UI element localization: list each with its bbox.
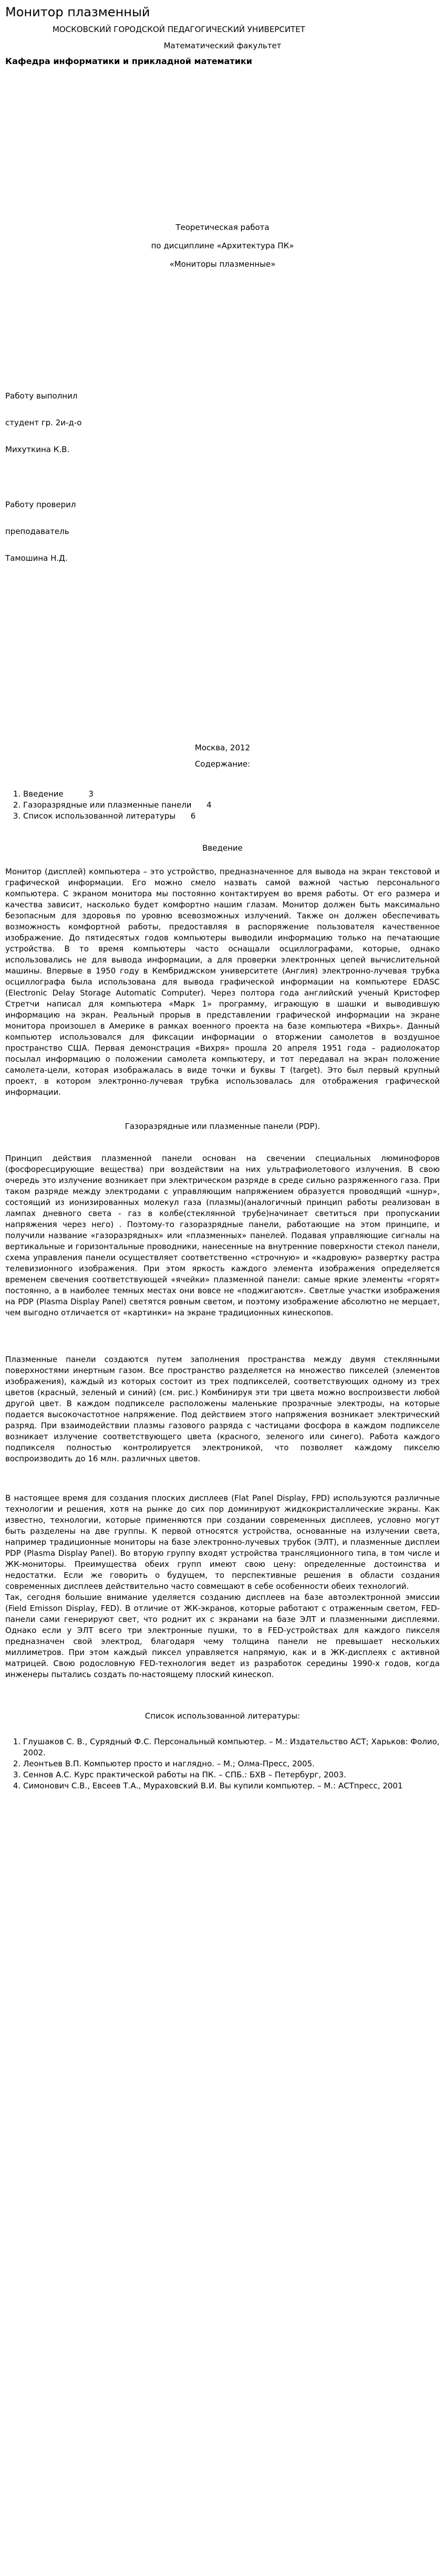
city-year-block [5, 742, 440, 770]
references-heading: Список использованной литературы: [144, 1711, 301, 1721]
toc-item: 3. Список использованной литературы 6 [23, 811, 440, 822]
reference-item: 4. Симонович С.В., Евсеев Т.А., Мураховский В.И. Вы купили компьютер. – М.: АСТпресс, 2001 [23, 1781, 440, 1792]
faculty-name: Математический факультет [163, 41, 282, 50]
references-list [5, 1736, 440, 1792]
spacer [5, 1464, 440, 1493]
reviewer-block [5, 499, 440, 564]
work-type: Теоретическая работа [175, 223, 270, 232]
plasma-paragraph-1: Принцип действия плазменной панели основан на свечении специальных люминофоров (фосфоресцирующие вещества) при воздействии на них ультрафиолетового излучения. В свою очередь это излучение возникает при электрическом разряде в среде сильно разряженного газа. При таком разряде между электродами с управляющим напряжением образуется проводящий «шнур», состоящий из ионизированных молекул газа (плазмы)(аналогичный принцип работы реализован в лампах дневного света - газ в колбе(стеклянной трубе)начинает светиться при пропускании напряжения через него) . Поэтому-то газоразрядные панели, работающие на этом принципе, и получили название «газоразрядных» или «плазменных» панелей. Подавая управляющие сигналы на вертикальные и горизонтальные проводники, нанесенные на внутренние поверхности стекол панели, схема управления панели осуществляет соответственно «строчную» и «кадровую» развертку растра телевизионного изображения. При этом яркость каждого элемента изображения определяется временем свечения соответствующей «ячейки» плазменной панели: самые яркие элементы «горят» постоянно, а в наиболее темных местах они вовсе не «поджигаются». Светлые участки изображения на PDP (Plasma Display Panel) светятся ровным светом, и поэтому изображение абсолютно не мерцает, чем выгодно отличается от «картинки» на экране традиционных кинескопов. [5, 1154, 440, 1317]
author-block [5, 391, 440, 455]
spacer [5, 1318, 440, 1354]
plasma-heading: Газоразрядные или плазменные панели (PDP). [125, 1122, 320, 1131]
checked-by-label: Работу проверил [5, 500, 76, 509]
plasma-paragraph-4: Так, сегодня большие внимание уделяется созданию дисплеев на базе автоэлектронной эмиссии (Field Emisson Display, FED). В отличие от ЖК-экранов, которые работают с отраженным светом, FED-панели сами генерируют свет, что роднит их с экранами на базе ЭЛТ и плазменными дисплеями. Однако если у ЭЛТ всего три электронные пушки, то в FED-устройствах для каждого пикселя предназначен свой электрод, благодаря чему толщина панели не превышает нескольких миллиметров. При этом каждый пиксел управляется напрямую, как и в ЖК-дисплеях с активной матрицей. Свою родословную FED-технология ведет из разработок середины 1990-х годов, когда инженеры пытались создать по-настоящему плоский кинескоп. [5, 1593, 440, 1679]
teacher-name: Тамошина Н.Д. [5, 553, 68, 563]
toc-item: 2. Газоразрядные или плазменные панели 4 [23, 800, 440, 811]
table-of-contents [5, 789, 440, 822]
title-block [5, 222, 440, 270]
intro-paragraph: Монитор (дисплей) компьютера – это устройство, предназначенное для вывода на экран текстовой и графической информации. Его можно смело назвать самой важной частью персонального компьютера. С экраном монитора мы постоянно контактируем во время работы. От его размера и качества зависит, насколько будет комфортно нашим глазам. Монитор должен быть максимально безопасным для здоровья по уровню всевозможных излучений. Также он должен обеспечивать возможность комфортной работы, предоставляя в распоряжение пользователя качественное изображение. До пятидесятых годов компьютеры выводили информацию только на печатающие устройства. В то время компьютеры часто оснащали осциллографами, которые, однако использовались не для вывода информации, а для проверки электронных цепей вычислительной машины. Впервые в 1950 году в Кембриджском университете (Англия) электронно-лучевая трубка осциллографа была использована для вывода графической информации на компьютере EDASC (Electronic Delay Storage Automatic Computer). Через полтора года английский ученый Кристофер Стретчи написал для компьютера «Марк 1» программу, играющую в шашки и выводившую информацию на экран. Реальный прорыв в представлении графической информации на экране монитора произошел в Америке в рамках военного проекта на базе компьютера «Вихрь». Данный компьютер использовался для фиксации информации о вторжении самолетов в воздушное пространство США. Первая демонстрация «Вихря» прошла 20 апреля 1951 года – радиолокатор посылал информацию о положении самолета компьютеру, и тот передавал на экран положение самолета-цели, которая изображалась в виде точки и буквы T (target). Это был первый крупный проект, в котором электронно-лучевая трубка использовалась для отображения графической информации. [5, 867, 440, 1097]
done-by-label: Работу выполнил [5, 391, 78, 401]
city-year: Москва, 2012 [194, 743, 251, 752]
toc-item: 1. Введение 3 [23, 789, 440, 800]
intro-heading: Введение [202, 843, 243, 853]
plasma-paragraph-3: В настоящее время для создания плоских дисплеев (Flat Panel Display, FPD) используются различные технологии и решения, хотя на рынке до сих пор доминируют жидкокристаллические экраны. Как известно, технологии, которые применяются при создании современных дисплеев, условно могут быть разделены на две группы. К первой относятся устройства, основанные на излучении света, например традиционные мониторы на базе электронно-лучевых трубок (ЭЛТ), и плазменные дисплеи PDP (Plasma Display Panel). Во вторую группу входят устройства трансляционного типа, в том числе и ЖК-мониторы. Преимущества обеих групп имеют свою цену: определенные достоинства и недостатки. Если же говорить о будущем, то перспективные решения в области создания современных дисплеев действительно часто совмещают в себе особенности обеих технологий. [5, 1493, 440, 1591]
discipline: по дисциплине «Архитектура ПК» [151, 241, 294, 250]
teacher-label: преподаватель [5, 527, 69, 536]
department-name: Кафедра информатики и прикладной математики [5, 56, 252, 66]
student-name: Михуткина К.В. [5, 445, 70, 454]
plasma-paragraph-2: Плазменные панели создаются путем заполнения пространства между двумя стеклянными поверхностями инертным газом. Все пространство разделяется на множество пикселей (элементов изображения), каждый из которых состоит из трех подпикселей, соответствующих одному из трех цветов (красный, зеленый и синий) (см. рис.) Комбинируя эти три цвета можно воспроизвести любой другой цвет. В каждом подпикселе расположены маленькие прозрачные электроды, на которые подается высокочастотное напряжение. Под действием этого напряжения возникает электрический разряд. При взаимодействии плазмы газового разряда с частицами фосфора в каждом подпикселе возникает излучение соответствующего цвета (красного, зеленого или синего). Работа каждого подпикселя полностью контролируется электроникой, что позволяет каждому пикселю воспроизводить до 16 млн. различных цветов. [5, 1355, 440, 1463]
reference-item: 2. Леонтьев В.П. Компьютер просто и наглядно. – М.; Олма-Пресс, 2005. [23, 1758, 440, 1769]
reference-item: 1. Глушаков С. В., Сурядный Ф.С. Персональный компьютер. – М.: Издательство АСТ; Харьков: Фолио, 2002. [23, 1736, 440, 1758]
toc-heading: Содержание: [194, 759, 251, 769]
work-topic: «Мониторы плазменные» [169, 259, 276, 269]
university-name: МОСКОВСКИЙ ГОРОДСКОЙ ПЕДАГОГИЧЕСКИЙ УНИВЕРСИТЕТ [53, 25, 305, 34]
reference-item: 3. Сеннов А.С. Курс практической работы на ПК. – СПБ.: БХВ – Петербург, 2003. [23, 1769, 440, 1781]
student-group: студент гр. 2и-д-о [5, 418, 82, 427]
page-title: Монитор плазменный [5, 5, 150, 19]
